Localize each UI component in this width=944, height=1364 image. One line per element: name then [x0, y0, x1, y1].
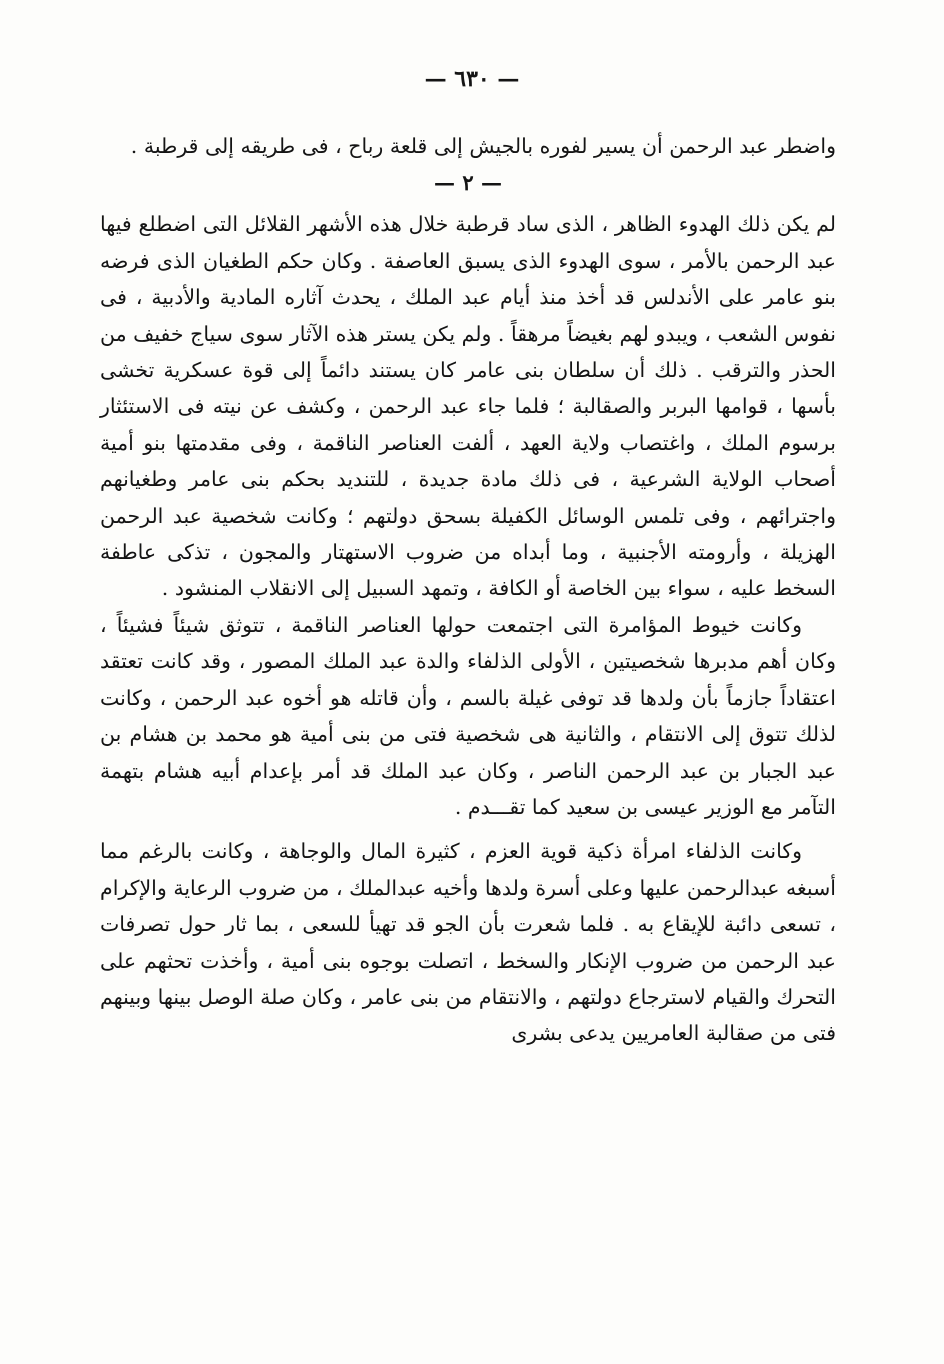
paragraph-2: وكانت خيوط المؤامرة التى اجتمعت حولها العناصر الناقمة ، تتوثق شيئاً فشيئاً ، وكان أهم مدبرها شخصيتين ، الأولى الذلفاء والدة عبد الملك المصور ، وقد كانت تعتقد اعتقاداً جازماً بأن ولدها قد توفى غيلة بالسم ، وأن قاتله هو أخوه عبد الرحمن ، وكانت لذلك تتوق إلى الانتقام ، والثانية هى شخصية فتى من بنى أمية هو محمد بن هشام بن عبد الجبار بن عبد الرحمن الناصر ، وكان عبد الملك قد أمر بإعدام أبيه هشام بتهمة التآمر مع الوزير عيسى بن سعيد كما تقـــدم . — [100, 612, 836, 819]
page-number: — ٦٣٠ — — [424, 66, 520, 92]
page-text — [100, 128, 836, 1052]
section-number: — ٢ — — [434, 170, 502, 196]
paragraph-3: وكانت الذلفاء امرأة ذكية قوية العزم ، كثيرة المال والوجاهة ، وكانت بالرغم مما أسبغه عبدالرحمن عليها وعلى أسرة ولدها وأخيه عبدالملك ، من ضروب الرعاية والإكرام ، تسعى دائبة للإيقاع به . فلما شعرت بأن الجو قد تهيأ للسعى ، بما ثار حول تصرفات عبد الرحمن من ضروب الإنكار والسخط ، اتصلت بوجوه بنى أمية ، وأخذت تحثهم على التحرك والقيام لاسترجاع دولتهم ، والانتقام من بنى عامر ، وكان صلة الوصل بينها وبينهم فتى من صقالبة العامريين يدعى بشرى — [100, 839, 836, 1046]
paragraph-gap — [100, 825, 836, 833]
opening-paragraph: واضطر عبد الرحمن أن يسير لفوره بالجيش إلى قلعة رباح ، فى طريقه إلى قرطبة . — [130, 134, 836, 158]
paragraph-1: لم يكن ذلك الهدوء الظاهر ، الذى ساد قرطبة خلال هذه الأشهر القلائل التى اضطلع فيها عبد الرحمن بالأمر ، سوى الهدوء الذى يسبق العاصفة . وكان حكم الطغيان الذى فرضه بنو عامر على الأندلس قد أخذ منذ أيام عبد الملك ، يحدث آثاره المادية والأدبية ، فى نفوس الشعب ، ويبدو لهم بغيضاً مرهقاً . ولم يكن يستر هذه الآثار سوى سياج خفيف من الحذر والترقب . ذلك أن سلطان بنى عامر كان يستند دائماً إلى قوة عسكرية تخشى بأسها ، قوامها البربر والصقالبة ؛ فلما جاء عبد الرحمن ، وكشف عن نيته فى الاستئثار برسوم الملك ، واغتصاب ولاية العهد ، ألفت العناصر الناقمة ، وفى مقدمتها بنو أمية أصحاب الولاية الشرعية ، فى ذلك مادة جديدة ، للتنديد بحكم بنى عامر وطغيانهم واجترائهم ، وفى تلمس الوسائل الكفيلة بسحق دولتهم ؛ وكانت شخصية عبد الرحمن الهزيلة ، وأرومته الأجنبية ، وما أبداه من ضروب الاستهتار والمجون ، تذكى عاطفة السخط عليه ، سواء بين الخاصة أو الكافة ، وتمهد السبيل إلى الانقلاب المنشود . — [100, 212, 836, 601]
